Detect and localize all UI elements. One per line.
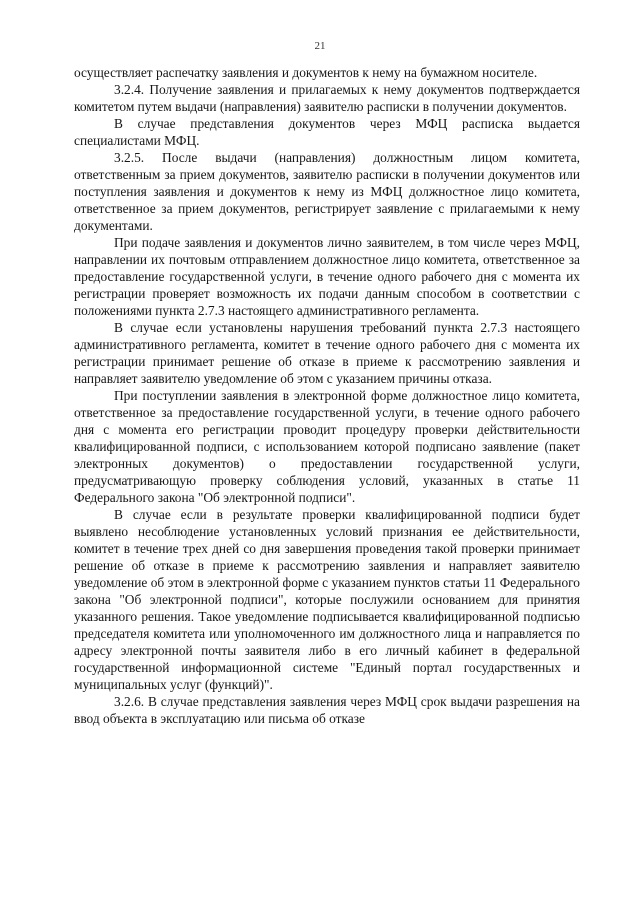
document-body <box>74 64 580 727</box>
paragraph-3: В случае представления документов через МФЦ расписка выдается специалистами МФЦ. <box>74 116 580 148</box>
page-number: 21 <box>314 40 326 52</box>
paragraph-1: осуществляет распечатку заявления и документов к нему на бумажном носителе. <box>74 65 538 80</box>
paragraph-9: 3.2.6. В случае представления заявления через МФЦ срок выдачи разрешения на ввод объекта в эксплуатацию или письма об отказе <box>74 694 580 726</box>
paragraph-7: При поступлении заявления в электронной форме должностное лицо комитета, ответственное за предоставление государственной услуги, в течение одного рабочего дня с момента его регистрации проводит процедуру проверки действительности квалифицированной подписи, с использованием которой подписано заявление (пакет электронных документов) о предоставлении государственной услуги, предусматривающую проверку соблюдения условий, указанных в статье 11 Федерального закона "Об электронной подписи". <box>74 388 580 505</box>
paragraph-8: В случае если в результате проверки квалифицированной подписи будет выявлено несоблюдение установленных условий признания ее действительности, комитет в течение трех дней со дня завершения проведения такой проверки принимает решение об отказе в приеме к рассмотрению заявления и направляет заявителю уведомление об этом в электронной форме с указанием пунктов статьи 11 Федерального закона "Об электронной подписи", которые послужили основанием для принятия указанного решения. Такое уведомление подписывается квалифицированной подписью председателя комитета или уполномоченного им должностного лица и направляется по адресу электронной почты заявителя либо в его личный кабинет в федеральной государственной информационной системе "Единый портал государственных и муниципальных услуг (функций)". <box>74 507 580 692</box>
paragraph-6: В случае если установлены нарушения требований пункта 2.7.3 настоящего административного регламента, комитет в течение одного рабочего дня с момента их регистрации принимает решение об отказе в приеме к рассмотрению заявления и направляет заявителю уведомление об этом с указанием причины отказа. <box>74 320 580 386</box>
paragraph-4: 3.2.5. После выдачи (направления) должностным лицом комитета, ответственным за прием документов, заявителю расписки в получении документов или поступления заявления и документов к нему из МФЦ должностное лицо комитета, ответственное за прием документов, регистрирует заявление с прилагаемыми к нему документами. <box>74 150 580 233</box>
paragraph-2: 3.2.4. Получение заявления и прилагаемых к нему документов подтверждается комитетом путем выдачи (направления) заявителю расписки в получении документов. <box>74 82 580 114</box>
paragraph-5: При подаче заявления и документов лично заявителем, в том числе через МФЦ, направлении их почтовым отправлением должностное лицо комитета, ответственное за предоставление государственной услуги, в течение одного рабочего дня с момента их регистрации проверяет возможность их подачи данным способом в соответствии с положениями пункта 2.7.3 настоящего административного регламента. <box>74 235 580 318</box>
